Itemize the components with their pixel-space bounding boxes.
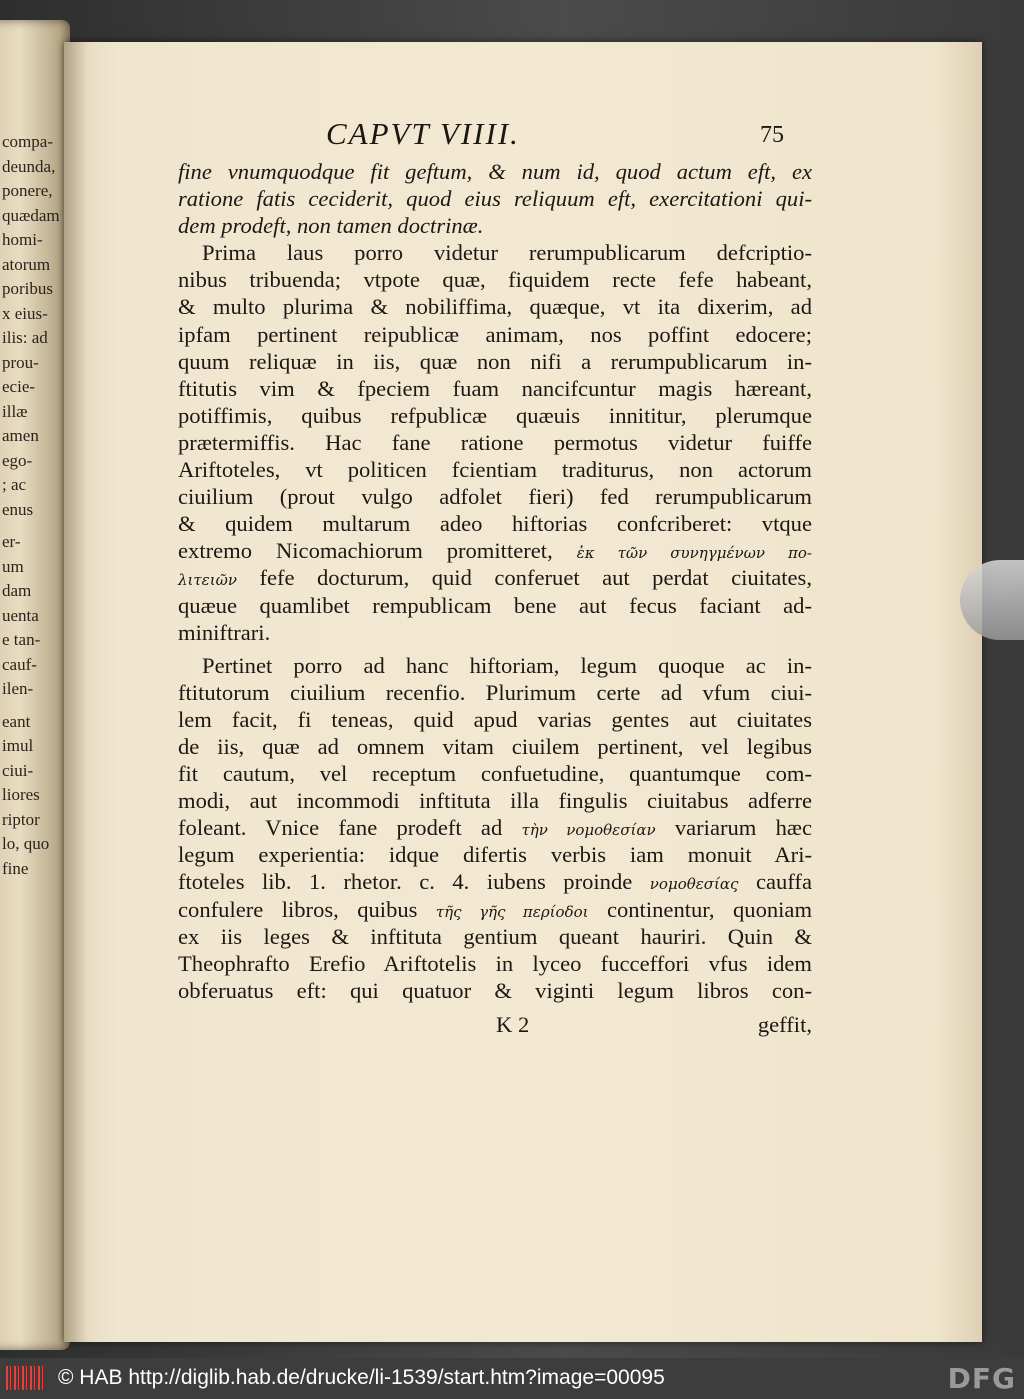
- text-line: & multo plurima & nobiliffima, quæque, vt ita dixerim, ad: [178, 294, 812, 320]
- greek-phrase: λιτειῶν: [178, 571, 237, 590]
- text-line: prætermiffis. Hac fane ratione permotus videtur fuiffe: [178, 429, 812, 455]
- left-margin-fragment: illæ: [2, 401, 28, 421]
- text-segment: fefe docturum, quid conferuet aut perdat ciuitates,: [259, 565, 812, 591]
- left-margin-fragment: fine: [2, 858, 29, 878]
- left-margin-fragment: lo, quo: [2, 834, 50, 853]
- text-segment: ftoteles lib. 1. rhetor. c. 4. iubens proinde: [178, 869, 633, 895]
- text-line: potiffimis, quibus refpublicæ quæuis innititur, plerumque: [178, 402, 812, 428]
- text-line: nibus tribuenda; vtpote quæ, fiquidem recte fefe habeant,: [178, 267, 812, 293]
- text-line: de iis, quæ ad omnem vitam ciuilem pertinent, vel legibus: [178, 733, 812, 759]
- left-margin-fragment: ponere,: [2, 181, 53, 200]
- left-margin-fragment: ilis: ad: [2, 328, 48, 347]
- text-segment: cauffa: [755, 869, 812, 895]
- left-margin-fragment: ecie-: [2, 377, 36, 396]
- catchword: geffit,: [757, 1012, 812, 1037]
- left-margin-fragment: ; ac: [2, 475, 27, 494]
- text-line: ciuilium (prout vulgo adfolet fieri) fed rerumpublicarum: [178, 484, 812, 510]
- text-line: lem facit, fi teneas, quid apud varias gentes aut ciuitates: [178, 706, 812, 732]
- signature-mark: K 2: [496, 1012, 530, 1037]
- citation-link[interactable]: © HAB http://diglib.hab.de/drucke/li-1539/start.htm?image=00095: [58, 1366, 665, 1389]
- left-margin-fragment: ego-: [2, 450, 33, 470]
- text-line: fit cautum, vel receptum confuetudine, quantumque com-: [178, 761, 812, 787]
- text-segment: confulere libros, quibus: [178, 896, 418, 922]
- text-segment: variarum hæc: [674, 815, 812, 841]
- text-line: ipfam pertinent reipublicæ animam, nos poffint edocere;: [178, 321, 812, 347]
- text-line: [178, 814, 812, 841]
- left-margin-fragment: quædam: [2, 205, 60, 225]
- text-line: [178, 896, 812, 923]
- main-text: [178, 158, 812, 1004]
- left-margin-fragment: prou-: [2, 352, 39, 372]
- text-line: dem prodeft, non tamen doctrinæ.: [178, 213, 484, 239]
- running-head: CAPVT VIIII.: [326, 116, 520, 151]
- text-line: ratione fatis ceciderit, quod eius reliquum eft, exercitationi qui-: [178, 186, 812, 212]
- gutter-shadow: [64, 42, 88, 1342]
- left-margin-fragment: dam: [2, 581, 32, 600]
- text-line: Theophrafto Erefio Ariftotelis in lyceo fucceffori vfus idem: [178, 950, 812, 976]
- left-margin-fragment: amen: [2, 426, 39, 445]
- text-segment: continentur, quoniam: [606, 896, 813, 922]
- text-line: [178, 868, 812, 895]
- text-line: legum experientia: idque difertis verbis iam monuit Ari-: [178, 842, 812, 868]
- left-margin-fragment: atorum: [2, 254, 51, 274]
- left-margin-fragment: uenta: [2, 605, 39, 625]
- left-margin-fragment: liores: [2, 785, 40, 804]
- text-line: Ariftoteles, vt politicen fcientiam traditurus, non actorum: [178, 457, 812, 483]
- left-margin-fragment: um: [2, 556, 24, 576]
- text-line: ftitutis vim & fpeciem fuam nancifcuntur magis hæreant,: [178, 375, 812, 401]
- text-segment: extremo Nicomachiorum promitteret,: [178, 538, 553, 564]
- text-line: obferuatus eft: qui quatuor & viginti legum libros con-: [178, 977, 812, 1003]
- dfg-logo: DFG: [947, 1362, 1016, 1395]
- left-margin-fragment: enus: [2, 499, 34, 519]
- left-margin-fragment: cauf-: [2, 654, 37, 674]
- text-line: quæue quamlibet rempublicam bene aut fecus faciant ad-: [178, 592, 812, 618]
- text-line: miniftrari.: [178, 619, 271, 645]
- left-margin-fragment: [2, 522, 32, 530]
- left-margin-fragment: eant: [2, 711, 31, 731]
- page-footer: [178, 1012, 812, 1040]
- text-line: [178, 564, 812, 591]
- text-line: modi, aut incommodi inftituta illa fingulis ciuitabus adferre: [178, 788, 812, 814]
- left-margin-fragment: ciui-: [2, 760, 34, 780]
- text-line: [178, 537, 812, 564]
- left-margin-fragment: poribus: [2, 279, 53, 298]
- text-line: quum reliquæ in iis, quæ non nifi a rerumpublicarum in-: [178, 348, 812, 374]
- barcode-icon: [6, 1366, 46, 1390]
- text-line: Pertinet porro ad hanc hiftoriam, legum quoque ac in-: [202, 652, 812, 678]
- greek-phrase: τὴν νομοθεσίαν: [521, 821, 656, 840]
- page-number: 75: [760, 122, 784, 148]
- left-margin-fragment: imul: [2, 736, 34, 755]
- greek-phrase: νομοθεσίας: [649, 875, 739, 894]
- text-line: Prima laus porro videtur rerumpublicarum defcriptio-: [202, 240, 812, 266]
- left-margin-fragment: [2, 702, 32, 710]
- left-page: [0, 20, 70, 1350]
- text-line: fine vnumquodque fit geftum, & num id, quod actum eft, ex: [178, 159, 812, 184]
- left-margin-fragment: deunda,: [2, 156, 56, 176]
- left-page-text: [2, 130, 60, 881]
- text-line: ex iis leges & inftituta gentium queant hauriri. Quin &: [178, 923, 812, 949]
- left-margin-fragment: compa-: [2, 132, 53, 151]
- left-margin-fragment: homi-: [2, 230, 43, 249]
- viewer-footer: [0, 1358, 1024, 1399]
- text-line: & quidem multarum adeo hiftorias confcriberet: vtque: [178, 511, 812, 537]
- left-margin-fragment: er-: [2, 532, 21, 551]
- left-margin-fragment: e tan-: [2, 630, 41, 649]
- text-line: ftitutorum ciuilium recenfio. Plurimum certe ad vfum ciui-: [178, 679, 812, 705]
- left-margin-fragment: x eius-: [2, 303, 48, 323]
- left-margin-fragment: riptor: [2, 809, 40, 829]
- left-margin-fragment: ilen-: [2, 679, 34, 698]
- greek-phrase: ἐκ τῶν συνηγμένων πο-: [576, 544, 812, 563]
- text-segment: foleant. Vnice fane prodeft ad: [178, 815, 503, 841]
- greek-phrase: τῆς γῆς περίοδοι: [435, 902, 589, 921]
